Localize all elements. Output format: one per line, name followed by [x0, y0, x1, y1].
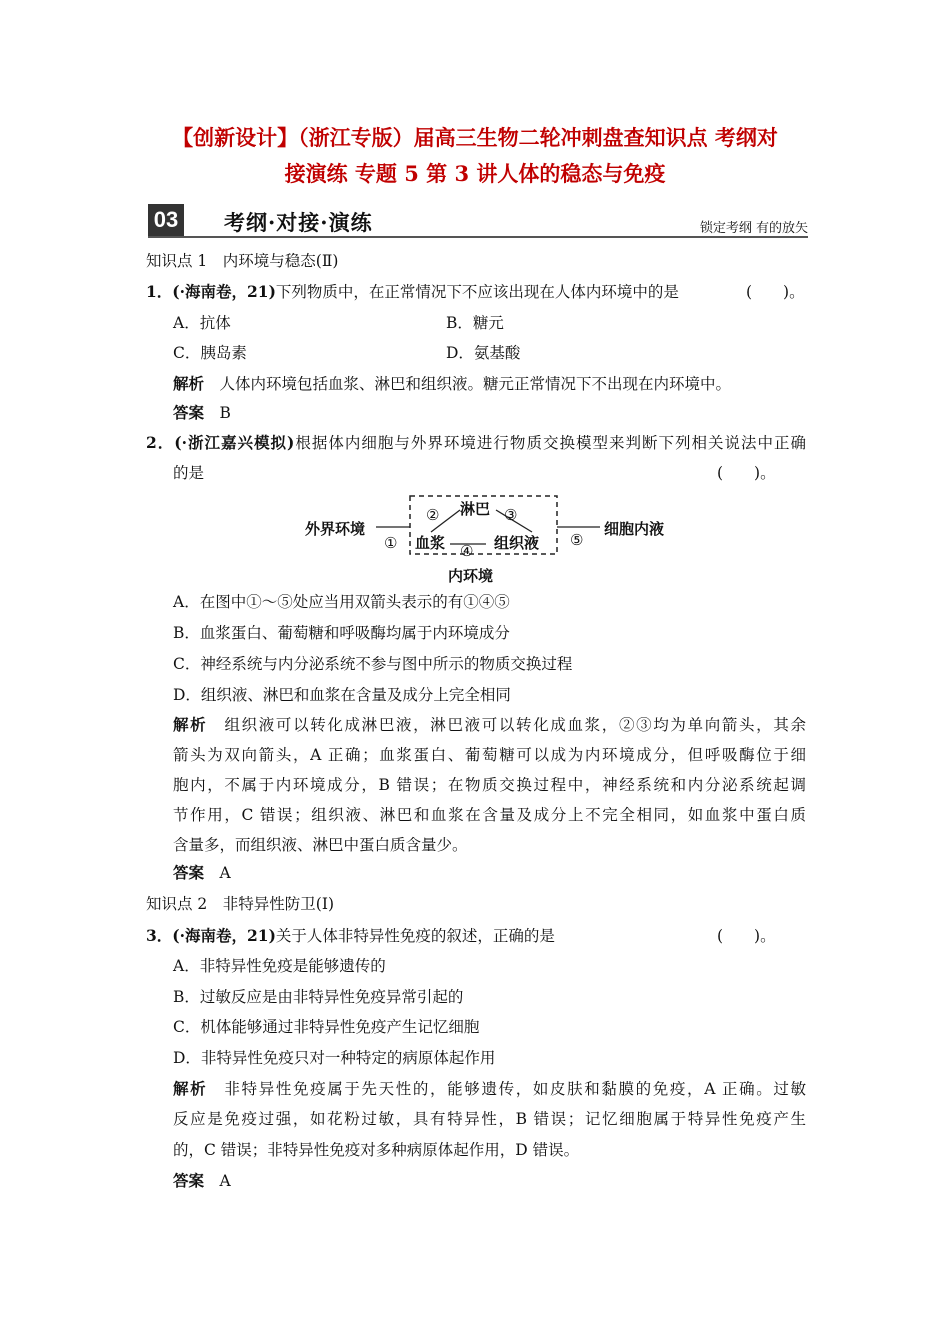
q3-answer-value: A	[219, 1172, 231, 1190]
q1-analysis	[173, 374, 731, 394]
q3-analysis-line-2: 反应是免疫过强，如花粉过敏，具有特异性，B 错误；记忆细胞属于特异性免疫产生	[173, 1110, 806, 1128]
diagram-marker-1: ①	[384, 534, 398, 552]
q2-bracket: ( )。	[717, 464, 776, 482]
q1-answer-label: 答案	[173, 403, 205, 422]
section-rule	[148, 236, 808, 238]
q2-source: 2．(·浙江嘉兴模拟)	[146, 433, 295, 452]
exchange-diagram	[300, 492, 680, 584]
q1-option-a: A．抗体	[173, 314, 231, 332]
diagram-marker-3: ③	[504, 506, 518, 524]
q2-answer	[173, 863, 231, 883]
q2-option-a: A．在图中①～⑤处应当用双箭头表示的有①④⑤	[173, 593, 510, 611]
q3-option-c: C．机体能够通过非特异性免疫产生记忆细胞	[173, 1018, 480, 1036]
q3-bracket: ( )。	[717, 927, 776, 945]
q1-stem	[146, 282, 679, 302]
q2-stem-text-1: 根据体内细胞与外界环境进行物质交换模型来判断下列相关说法中正确	[294, 434, 806, 452]
q2-analysis-line-3: 胞内，不属于内环境成分，B 错误；在物质交换过程中，神经系统和内分泌系统起调	[173, 776, 806, 794]
q3-answer	[173, 1171, 231, 1191]
q1-bracket: ( )。	[746, 283, 805, 301]
q3-source: 3．(·海南卷，21)	[146, 926, 276, 945]
diagram-marker-4: ④	[460, 542, 474, 560]
q2-analysis-line-5: 含量多，而组织液、淋巴中蛋白质含量少。	[173, 836, 468, 854]
q1-answer	[173, 403, 231, 423]
q3-answer-label: 答案	[173, 1171, 205, 1190]
diagram-marker-5: ⑤	[570, 531, 584, 549]
q2-answer-value: A	[219, 864, 231, 882]
q3-option-b: B．过敏反应是由非特异性免疫异常引起的	[173, 988, 464, 1006]
section-number-badge: 03	[148, 204, 184, 236]
q3-stem-text: 关于人体非特异性免疫的叙述，正确的是	[275, 927, 555, 945]
q1-option-c: C．胰岛素	[173, 344, 247, 362]
q1-analysis-label: 解析	[173, 374, 205, 393]
diagram-intracellular-fluid: 细胞内液	[604, 520, 665, 538]
section-banner	[148, 204, 808, 238]
q2-analysis-text-1: 组织液可以转化成淋巴液，淋巴液可以转化成血浆，②③均为单向箭头，其余	[224, 716, 806, 734]
diagram-outer-environment: 外界环境	[305, 520, 366, 538]
section-title: 考纲·对接·演练	[224, 210, 373, 235]
knowledge-point-1-heading: 知识点 1 内环境与稳态(Ⅱ)	[146, 252, 339, 270]
q2-stem-line-1	[146, 433, 806, 453]
q1-stem-text: 下列物质中，在正常情况下不应该出现在人体内环境中的是	[275, 283, 679, 301]
diagram-tissue-fluid: 组织液	[494, 534, 540, 552]
q3-option-a: A．非特异性免疫是能够遗传的	[173, 957, 386, 975]
q3-analysis-line-1	[173, 1079, 806, 1099]
q2-analysis-label: 解析	[173, 715, 208, 734]
q1-option-d: D．氨基酸	[446, 344, 521, 362]
section-subtitle: 锁定考纲 有的放矢	[699, 221, 808, 236]
knowledge-point-2-heading-text: 知识点 2 非特异性防卫(Ⅰ)	[146, 895, 335, 913]
q2-analysis-line-4: 节作用，C 错误；组织液、淋巴和血浆在含量及成分上不完全相同，如血浆中蛋白质	[173, 806, 806, 824]
q3-analysis-text-1: 非特异性免疫属于先天性的，能够遗传，如皮肤和黏膜的免疫，A 正确。过敏	[224, 1080, 806, 1098]
title-line-2: 接演练 专题 5 第 3 讲人体的稳态与免疫	[284, 161, 666, 186]
q2-stem-line-2: 的是	[173, 464, 205, 482]
q1-answer-value: B	[219, 404, 231, 422]
title-line-1: 【创新设计】（浙江专版）届高三生物二轮冲刺盘查知识点 考纲对	[172, 125, 778, 150]
q2-option-c: C．神经系统与内分泌系统不参与图中所示的物质交换过程	[173, 655, 573, 673]
q3-stem	[146, 926, 555, 946]
q1-option-b: B．糖元	[446, 314, 504, 332]
q1-analysis-text: 人体内环境包括血浆、淋巴和组织液。糖元正常情况下不出现在内环境中。	[219, 375, 732, 393]
q2-option-d: D．组织液、淋巴和血浆在含量及成分上完全相同	[173, 686, 511, 704]
diagram-plasma: 血浆	[415, 534, 446, 552]
q2-analysis-line-1	[173, 715, 806, 735]
knowledge-point-2-heading	[146, 894, 334, 914]
q2-option-b: B．血浆蛋白、葡萄糖和呼吸酶均属于内环境成分	[173, 624, 510, 642]
q3-analysis-label: 解析	[173, 1079, 208, 1098]
diagram-lymph: 淋巴	[460, 500, 491, 518]
diagram-marker-2: ②	[426, 506, 440, 524]
q3-analysis-line-3: 的，C 错误；非特异性免疫对多种病原体起作用，D 错误。	[173, 1141, 580, 1159]
q2-answer-label: 答案	[173, 863, 205, 882]
q1-source: 1．(·海南卷，21)	[146, 282, 276, 301]
q2-analysis-line-2: 箭头为双向箭头，A 正确；血浆蛋白、葡萄糖可以成为内环境成分，但呼吸酶位于细	[173, 746, 806, 764]
diagram-internal-environment: 内环境	[448, 567, 494, 585]
document-title	[120, 120, 830, 192]
q3-option-d: D．非特异性免疫只对一种特定的病原体起作用	[173, 1049, 496, 1067]
